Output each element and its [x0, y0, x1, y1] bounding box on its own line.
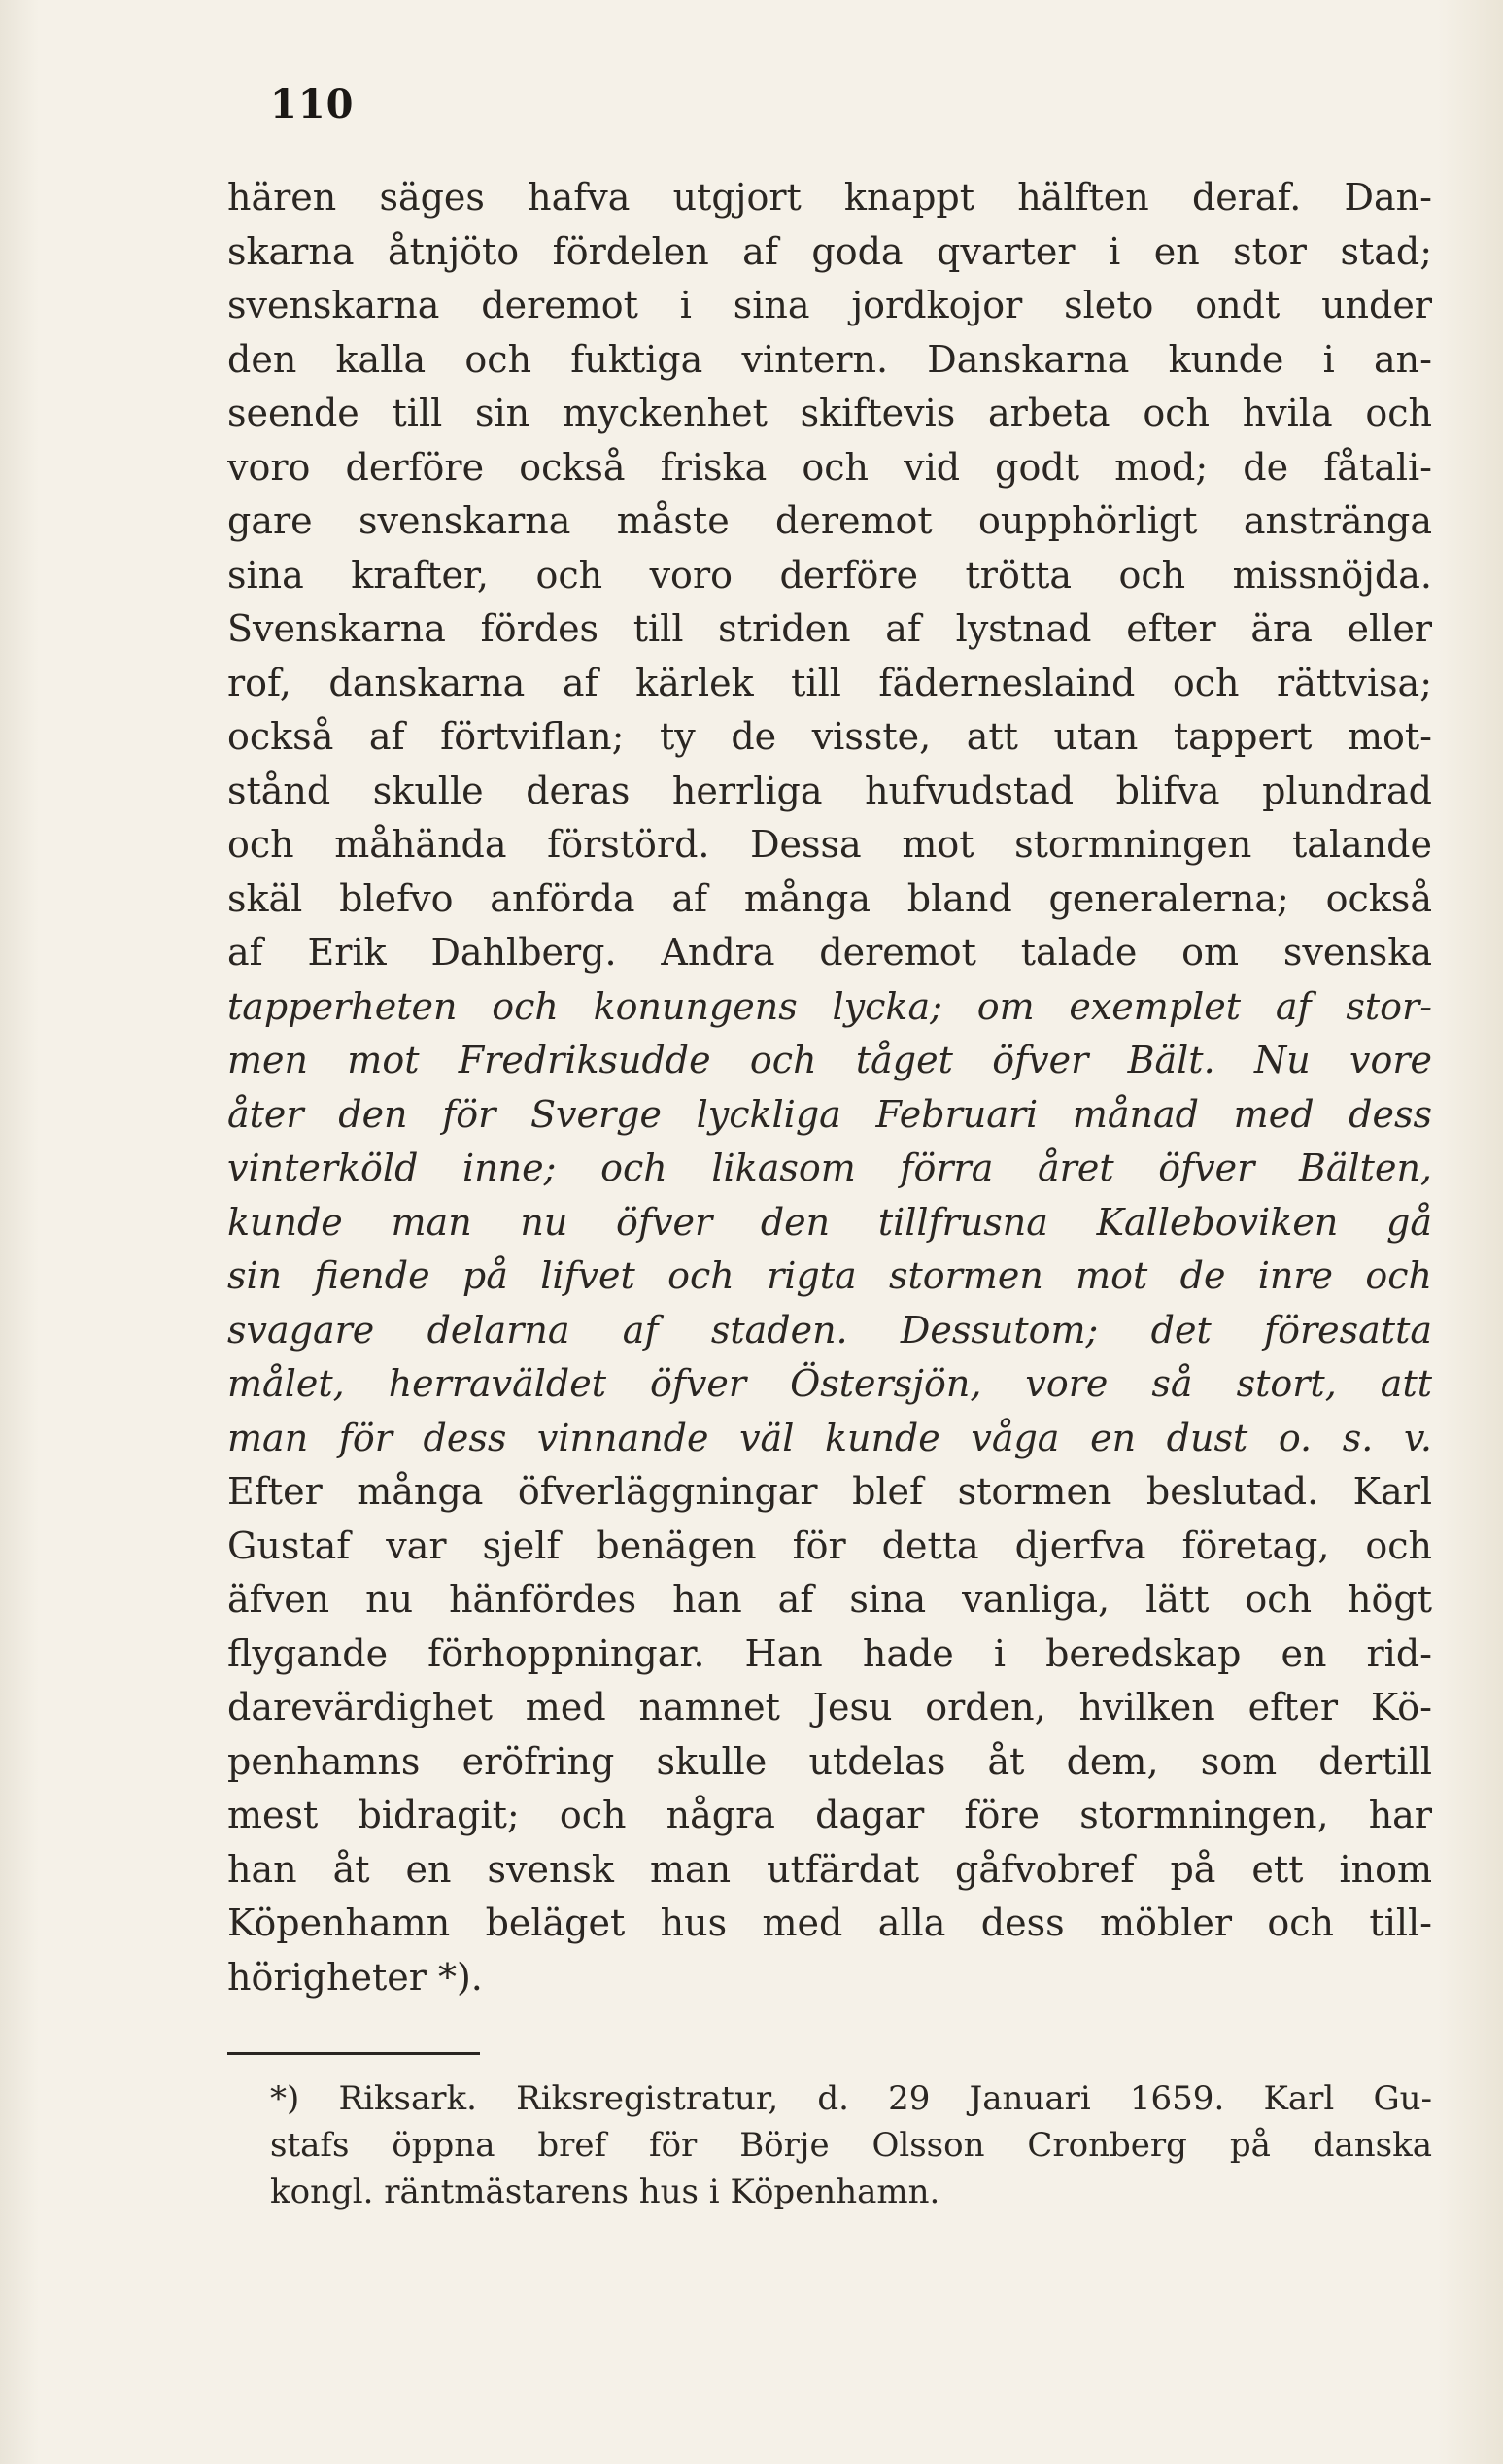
- text-line: Efter många öfverläggningar blef stormen beslutad. Karl: [227, 1470, 1432, 1513]
- text-line: sina krafter, och voro derföre trötta och missnöjda.: [227, 553, 1432, 597]
- text-line: också af förtviflan; ty de visste, att utan tappert mot-: [227, 715, 1432, 758]
- text-line-italic: men mot Fredriksudde och tåget öfver Bält. Nu vore: [227, 1039, 1432, 1081]
- text-line: hörigheter *).: [227, 1955, 483, 1999]
- page-number: 110: [270, 82, 355, 127]
- text-line-italic: svagare delarna af staden. Dessutom; det föresatta: [227, 1308, 1432, 1352]
- text-line-italic: kunde man nu öfver den tillfrusna Kalleboviken gå: [227, 1200, 1432, 1244]
- text-line: skarna åtnjöto fördelen af goda qvarter i en stor stad;: [227, 229, 1432, 273]
- text-line-italic: tapperheten och konungens lycka; om exemplet af stor-: [227, 984, 1432, 1028]
- footnote-line: kongl. räntmästarens hus i Köpenhamn.: [270, 2173, 940, 2211]
- text-line: och måhända förstörd. Dessa mot stormningen talande: [227, 823, 1432, 866]
- text-line: Köpenhamn beläget hus med alla dess möbler och till-: [227, 1901, 1432, 1944]
- text-line: mest bidragit; och några dagar före stormningen, har: [227, 1794, 1432, 1836]
- text-line: darevärdighet med namnet Jesu orden, hvilken efter Kö-: [227, 1686, 1432, 1728]
- footnote-rule: [227, 2052, 480, 2055]
- text-line: han åt en svensk man utfärdat gåfvobref på ett inom: [227, 1847, 1432, 1891]
- text-line: äfven nu hänfördes han af sina vanliga, lätt och högt: [227, 1578, 1432, 1621]
- text-line-italic: man för dess vinnande väl kunde våga en dust o. s. v.: [227, 1416, 1432, 1459]
- text-line: voro derföre också friska och vid godt mod; de fåtali-: [227, 445, 1432, 489]
- text-line: Gustaf var sjelf benägen för detta djerfva företag, och: [227, 1523, 1432, 1567]
- footnote-line: *) Riksark. Riksregistratur, d. 29 Januari 1659. Karl Gu-: [270, 2079, 1432, 2118]
- text-line: skäl blefvo anförda af många bland generalerna; också: [227, 876, 1432, 920]
- text-line-italic: målet, herraväldet öfver Östersjön, vore så stort, att: [227, 1362, 1432, 1405]
- text-line: seende till sin myckenhet skiftevis arbeta och hvila och: [227, 392, 1432, 434]
- text-line: Svenskarna fördes till striden af lystnad efter ära eller: [227, 607, 1432, 650]
- body-text: [227, 171, 1432, 2004]
- text-line: hären säges hafva utgjort knappt hälften deraf. Dan-: [227, 176, 1432, 219]
- text-line: af Erik Dahlberg. Andra deremot talade om svenska: [227, 931, 1432, 974]
- text-line: rof, danskarna af kärlek till fäderneslaind och rättvisa;: [227, 661, 1432, 704]
- text-line: stånd skulle deras herrliga hufvudstad blifva plundrad: [227, 769, 1432, 812]
- text-line: penhamns eröfring skulle utdelas åt dem, som dertill: [227, 1739, 1432, 1783]
- text-line-italic: sin fiende på lifvet och rigta stormen mot de inre och: [227, 1254, 1432, 1297]
- text-line: svenskarna deremot i sina jordkojor sleto ondt under: [227, 284, 1432, 326]
- text-line: flygande förhoppningar. Han hade i beredskap en rid-: [227, 1631, 1432, 1675]
- text-line: gare svenskarna måste deremot oupphörligt anstränga: [227, 499, 1432, 542]
- text-line-italic: vinterköld inne; och likasom förra året öfver Bälten,: [227, 1146, 1432, 1189]
- text-line: den kalla och fuktiga vintern. Danskarna kunde i an-: [227, 337, 1432, 381]
- footnote: [270, 2075, 1432, 2215]
- footnote-line: stafs öppna bref för Börje Olsson Cronberg på danska: [270, 2126, 1432, 2165]
- text-line-italic: åter den för Sverge lyckliga Februari månad med dess: [227, 1092, 1432, 1136]
